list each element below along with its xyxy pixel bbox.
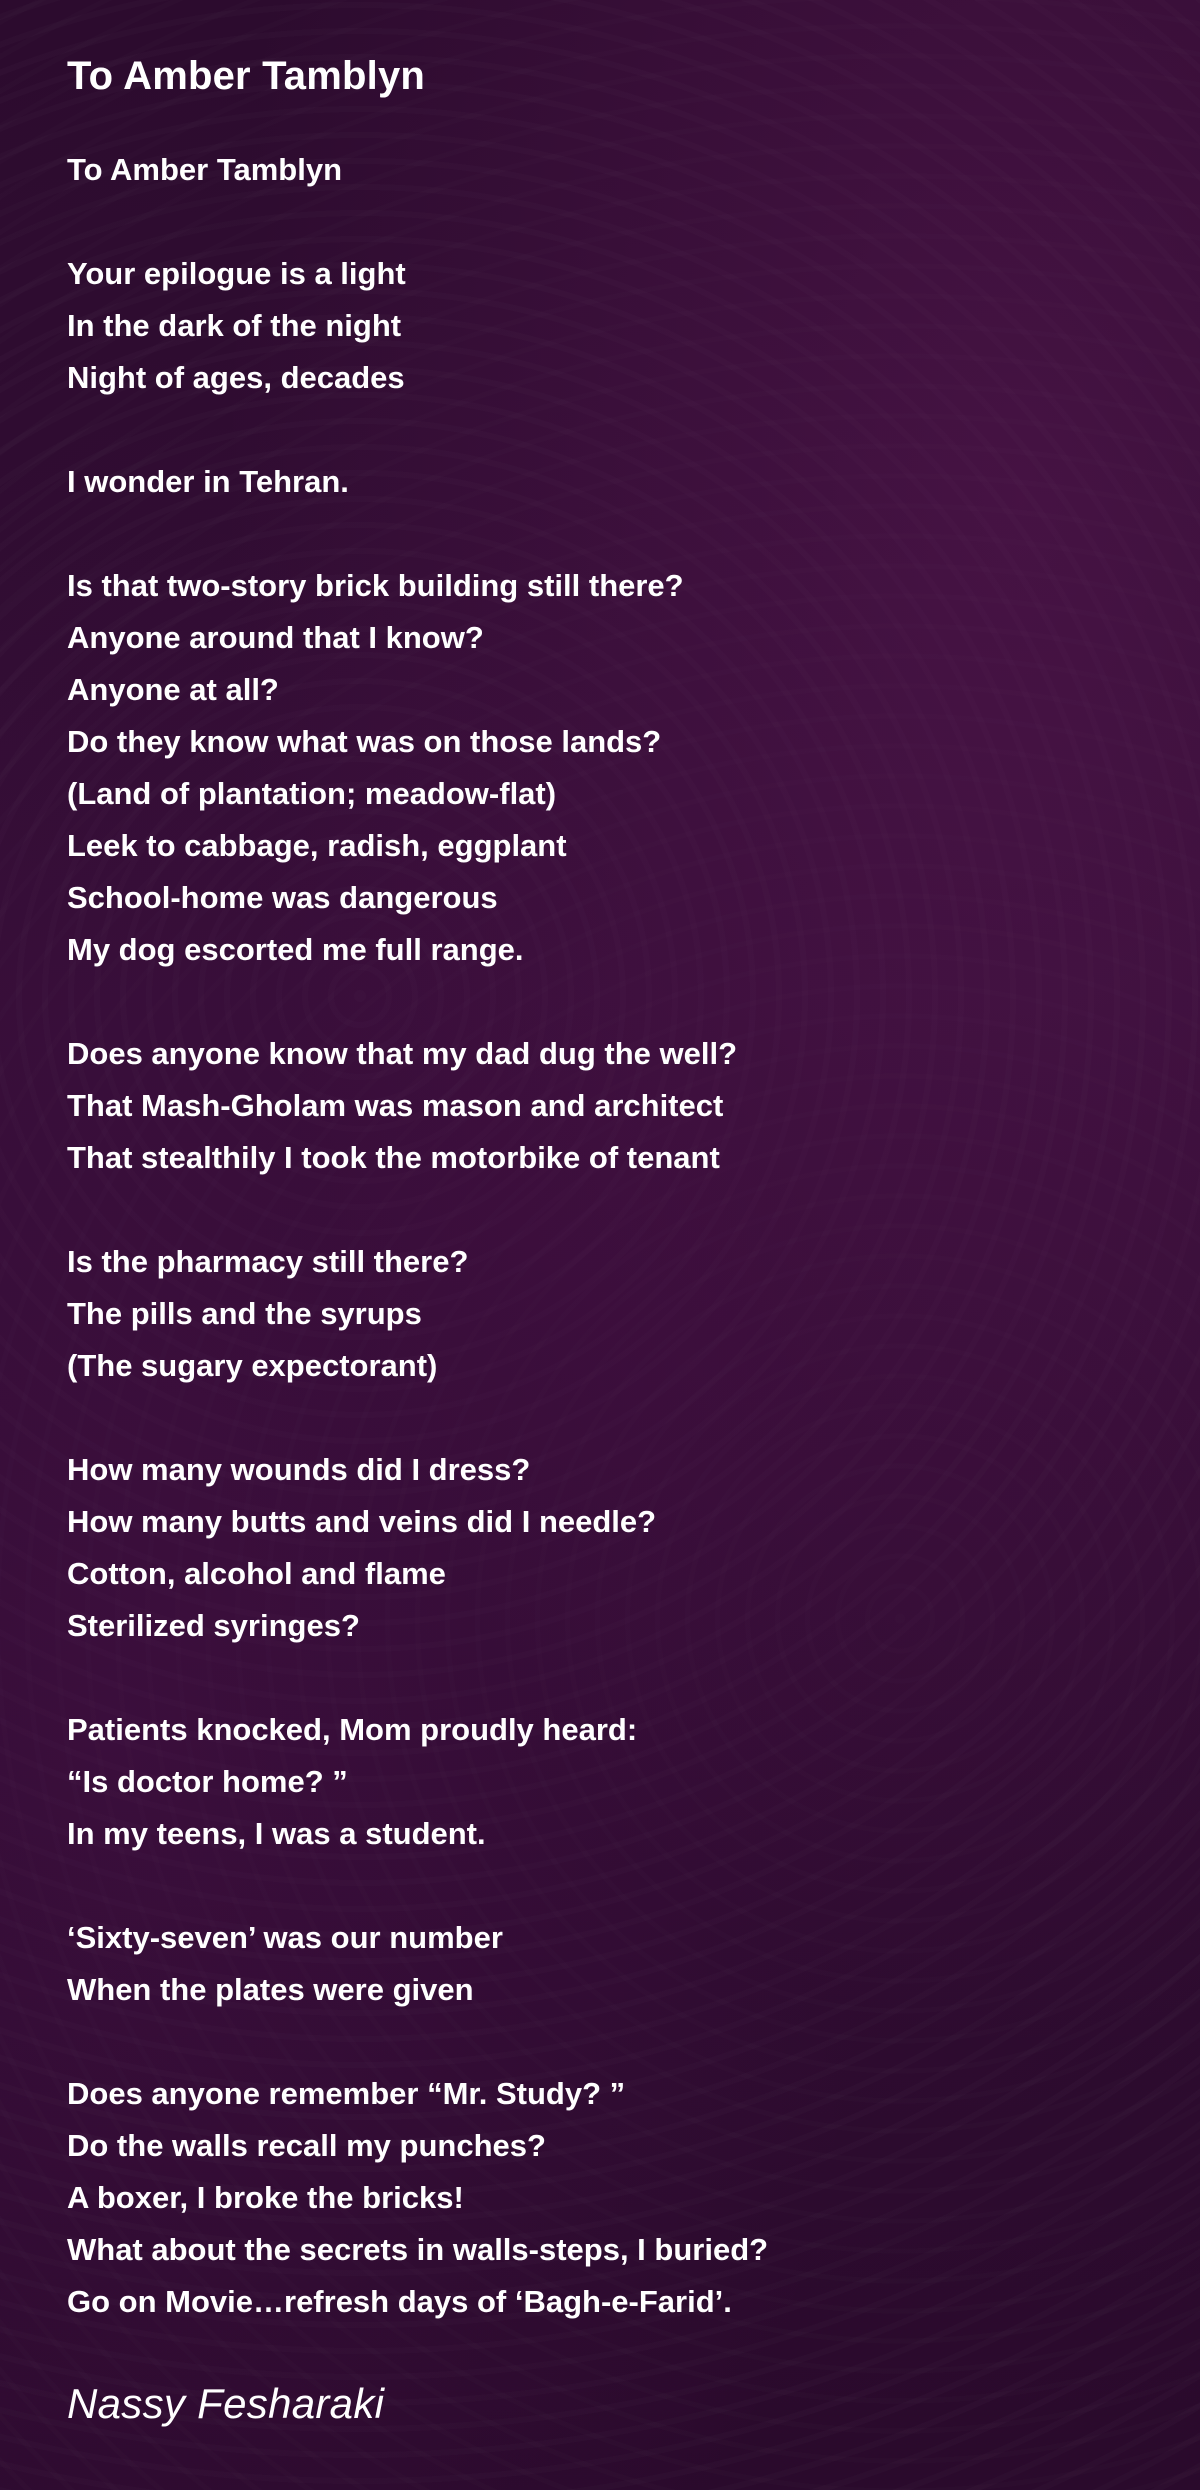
- poem-line: How many wounds did I dress?: [67, 1452, 531, 1487]
- poem-line: Does anyone know that my dad dug the well?: [67, 1036, 738, 1071]
- poem-line: How many butts and veins did I needle?: [67, 1504, 657, 1539]
- poem-line: Patients knocked, Mom proudly heard:: [67, 1712, 638, 1747]
- poem-line-blank: [67, 1652, 1147, 1704]
- poem-line: What about the secrets in walls-steps, I buried?: [67, 2232, 769, 2267]
- poem-line: That stealthily I took the motorbike of tenant: [67, 1140, 720, 1175]
- poem-line: A boxer, I broke the bricks!: [67, 2180, 464, 2215]
- poem-line-blank: [67, 508, 1147, 560]
- poem-line-blank: [67, 196, 1147, 248]
- poem-line: Anyone at all?: [67, 672, 279, 707]
- poem-line-blank: [67, 1392, 1147, 1444]
- poem-line: Anyone around that I know?: [67, 620, 484, 655]
- poem-line-blank: [67, 404, 1147, 456]
- poem-line: I wonder in Tehran.: [67, 464, 349, 499]
- poem-author: Nassy Fesharaki: [67, 2380, 385, 2427]
- poem-line: (The sugary expectorant): [67, 1348, 438, 1383]
- poem-line: Does anyone remember “Mr. Study? ”: [67, 2076, 626, 2111]
- poem-line: When the plates were given: [67, 1972, 474, 2007]
- poem-line: That Mash-Gholam was mason and architect: [67, 1088, 724, 1123]
- poem-line: In my teens, I was a student.: [67, 1816, 486, 1851]
- poem-line: Your epilogue is a light: [67, 256, 406, 291]
- poem-line: Is the pharmacy still there?: [67, 1244, 469, 1279]
- poem-line: “Is doctor home? ”: [67, 1764, 348, 1799]
- poem-line: ‘Sixty-seven’ was our number: [67, 1920, 503, 1955]
- poem-body: [67, 144, 1147, 2328]
- poem-title: To Amber Tamblyn: [67, 54, 426, 98]
- poem-line: Is that two-story brick building still there?: [67, 568, 684, 603]
- poem-line: Night of ages, decades: [67, 360, 405, 395]
- poem-line: Cotton, alcohol and flame: [67, 1556, 446, 1591]
- poem-line-blank: [67, 1860, 1147, 1912]
- poem-line: To Amber Tamblyn: [67, 152, 343, 187]
- poem-line-blank: [67, 2016, 1147, 2068]
- poem-line: School-home was dangerous: [67, 880, 498, 915]
- poem-line-blank: [67, 976, 1147, 1028]
- poem-line: Do the walls recall my punches?: [67, 2128, 546, 2163]
- poem-line: My dog escorted me full range.: [67, 932, 524, 967]
- poem-line: Leek to cabbage, radish, eggplant: [67, 828, 567, 863]
- poem-line: Go on Movie…refresh days of ‘Bagh-e-Farid’.: [67, 2284, 732, 2319]
- poem-line: In the dark of the night: [67, 308, 402, 343]
- poem-line: Sterilized syringes?: [67, 1608, 360, 1643]
- poem-line: Do they know what was on those lands?: [67, 724, 662, 759]
- poem-line: The pills and the syrups: [67, 1296, 422, 1331]
- poem-line-blank: [67, 1184, 1147, 1236]
- poem-card: [67, 48, 1147, 2432]
- poem-line: (Land of plantation; meadow-flat): [67, 776, 557, 811]
